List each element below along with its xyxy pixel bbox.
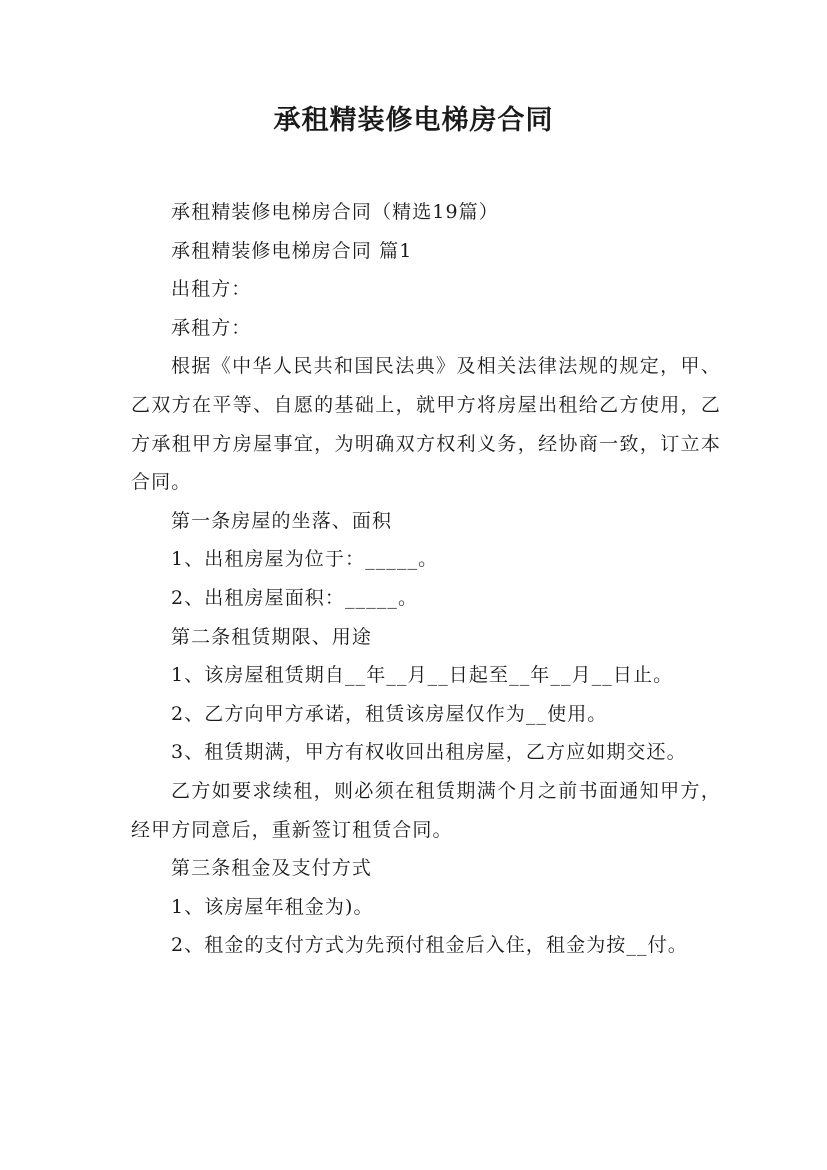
paragraph-article-2-item-2: 2、乙方向甲方承诺，租赁该房屋仅作为__使用。: [171, 702, 608, 725]
document-body: [131, 193, 721, 965]
paragraph-article-2-item-1: 1、该房屋租赁期自__年__月__日起至__年__月__日止。: [171, 664, 674, 687]
paragraph-article-3-item-2: 2、租金的支付方式为先预付租金后入住，租金为按__付。: [171, 934, 688, 957]
paragraph-lessee: 承租方：: [171, 316, 252, 339]
paragraph-article-1-item-1: 1、出租房屋为位于：_____。: [171, 548, 439, 571]
paragraph-section-heading: 承租精装修电梯房合同 篇1: [171, 239, 413, 262]
paragraph-renewal: 乙方如要求续租，则必须在租赁期满个月之前书面通知甲方，经甲方同意后，重新签订租赁合同。: [131, 779, 721, 841]
paragraph-article-1-item-2: 2、出租房屋面积：_____。: [171, 586, 419, 609]
paragraph-article-2-item-3: 3、租赁期满，甲方有权收回出租房屋，乙方应如期交还。: [171, 741, 687, 764]
document-title: 承租精装修电梯房合同: [273, 105, 554, 136]
paragraph-subtitle: 承租精装修电梯房合同（精选19篇）: [171, 201, 499, 223]
paragraph-lessor: 出租方：: [171, 278, 252, 301]
paragraph-article-2-heading: 第二条租赁期限、用途: [171, 625, 373, 648]
paragraph-article-3-heading: 第三条租金及支付方式: [171, 857, 373, 880]
paragraph-article-3-item-1: 1、该房屋年租金为)。: [171, 895, 374, 918]
paragraph-article-1-heading: 第一条房屋的坐落、面积: [171, 509, 393, 532]
paragraph-preamble: 根据《中华人民共和国民法典》及相关法律法规的规定，甲、乙双方在平等、自愿的基础上，就甲方将房屋出租给乙方使用，乙方承租甲方房屋事宜，为明确双方权利义务，经协商一致，订立本合同。: [131, 355, 721, 494]
